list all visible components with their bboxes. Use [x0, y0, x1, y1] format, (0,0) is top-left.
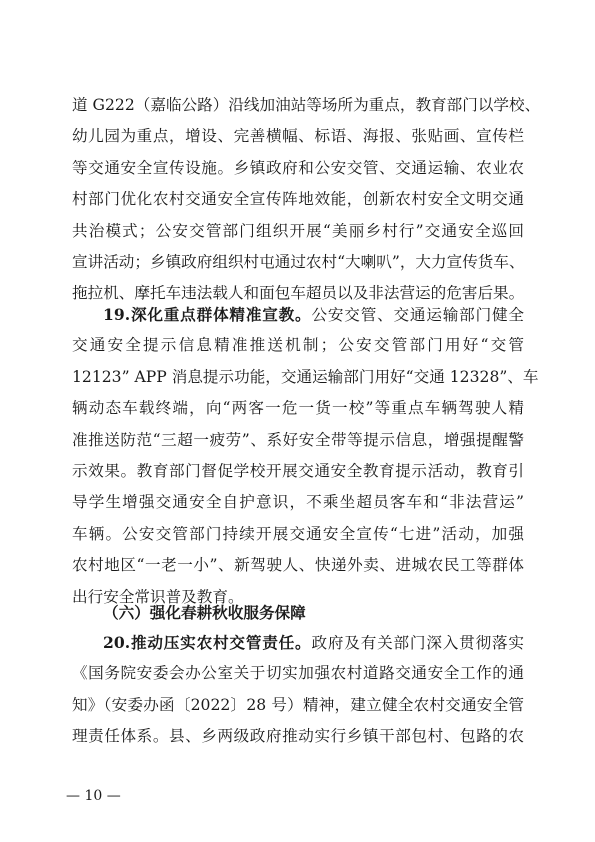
paragraph-first-line: [72, 627, 524, 658]
paragraph-propaganda-facilities: [72, 90, 541, 310]
section-heading: （六）强化春耕秋收服务保障: [103, 603, 306, 622]
text-run: 公安交管、交通运输部门健全: [311, 306, 524, 324]
text-line: 准推送防范“三超一疲劳”、系好安全带等提示信息，增强提醒警: [72, 430, 524, 449]
text-line: 理责任体系。县、乡两级政府推动实行乡镇干部包村、包路的农: [72, 727, 524, 746]
item-heading: 20.推动压实农村交管责任。: [103, 633, 312, 652]
paragraph-first-line: [72, 299, 524, 330]
text-line: 道 G222（嘉临公路）沿线加油站等场所为重点，教育部门以学校、: [72, 96, 541, 114]
paragraph-20-rural-responsibility: [72, 627, 524, 753]
text-line: 《国务院安委会办公室关于切实加强农村道路交通安全工作的通: [72, 664, 524, 683]
text-line: 宣讲活动；乡镇政府组织村屯通过农村“大喇叭”，大力宣传货车、: [72, 252, 525, 271]
text-line: 交通安全提示信息精准推送机制；公安交管部门用好“交管: [72, 336, 524, 355]
text-line: 共治模式；公安交管部门组织开展“美丽乡村行”交通安全巡回: [72, 221, 524, 240]
text-line: 导学生增强交通安全自护意识，不乘坐超员客车和“非法营运”: [72, 493, 524, 512]
text-line: 辆动态车载终端，向“两客一危一货一校”等重点车辆驾驶人精: [72, 399, 524, 418]
text-line: 12123” APP 消息提示功能，交通运输部门用好“交通 12328”、车: [72, 367, 539, 386]
text-line: 示效果。教育部门督促学校开展交通安全教育提示活动，教育引: [72, 461, 524, 480]
paragraph-19-targeted-education: [72, 299, 539, 613]
item-heading: 19.深化重点群体精准宣教。: [103, 305, 312, 324]
text-line: 拖拉机、摩托车违法载人和面包车超员以及非法营运的危害后果。: [72, 284, 525, 303]
page-number: — 10 —: [66, 788, 121, 804]
text-line: 等交通安全宣传设施。乡镇政府和公安交管、交通运输、农业农: [72, 158, 524, 177]
text-line: 车辆。公安交管部门持续开展交通安全宣传“七进”活动，加强: [72, 524, 524, 543]
text-line: 农村地区“一老一小”、新驾驶人、快递外卖、进城农民工等群体: [72, 556, 524, 575]
text-line: 幼儿园为重点，增设、完善横幅、标语、海报、张贴画、宣传栏: [72, 127, 524, 146]
text-line: 村部门优化农村交通安全宣传阵地效能，创新农村安全文明交通: [72, 190, 524, 209]
text-line: 出行安全常识普及教育。: [72, 587, 244, 606]
text-line: 知》（安委办函〔2022〕28 号）精神，建立健全农村交通安全管: [72, 695, 524, 714]
text-run: 政府及有关部门深入贯彻落实: [311, 634, 524, 652]
